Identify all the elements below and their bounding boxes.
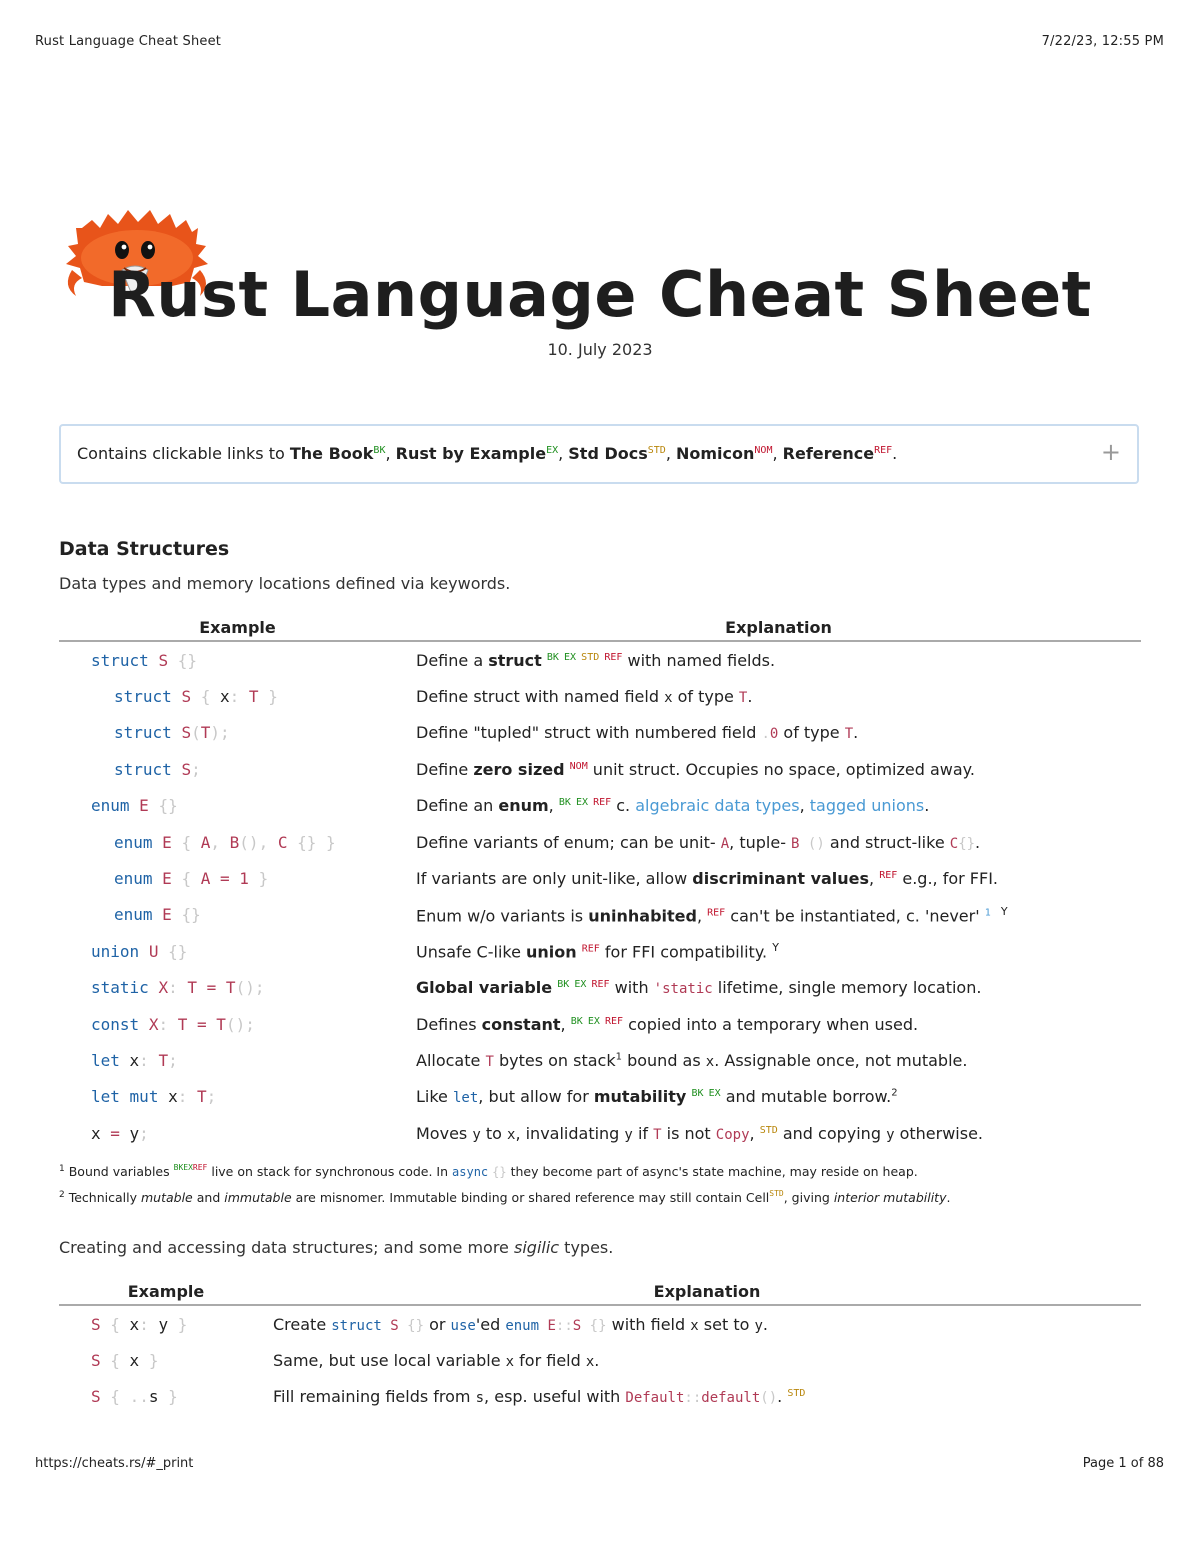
code-example: struct S; [114,759,201,779]
table-row [59,715,1141,751]
code-example: union U {} [91,941,188,961]
table-row [59,1006,1141,1042]
code-example: enum E { A, B(), C {} } [114,832,336,852]
code-example: enum E { A = 1 } [114,869,269,889]
code-example: enum E {} [91,796,178,816]
code-example: S { ..s } [91,1387,178,1407]
explanation: Define "tupled" struct with numbered field .0 of type T. [416,723,859,743]
nom-tag: NOM [754,445,773,456]
table-row [59,1079,1141,1115]
explanation: Define struct with named field x of type T. [416,687,753,707]
code-example: x = y; [91,1123,149,1143]
explanation: Define zero sized $^{NOM}$ unit struct. Occupies no space, optimized away. [416,759,975,779]
column-header-example: Example [59,614,416,641]
code-example: enum E {} [114,905,201,925]
publish-date: 10. July 2023 [547,340,653,359]
explanation: Global variable $^{BK}$ $^{EX}$ $^{REF}$ with 'static lifetime, single memory location. [416,978,982,998]
ref-tag: REF [874,445,893,456]
table-row [59,1379,1141,1415]
page-title: Rust Language Cheat Sheet [108,258,1092,331]
footnote-2: $^2$ Technically mutable and immutable are misnomer. Immutable binding or shared reference may still contain Cell$^{STD}$, giving interior mutability. [59,1189,951,1205]
table-row [59,678,1141,714]
table-row [59,788,1141,824]
table-row [59,641,1141,678]
explanation: Allocate T bytes on stack$^1$ bound as x. Assignable once, not mutable. [416,1050,968,1070]
print-footer-url[interactable]: https://cheats.rs/#_print [35,1456,194,1471]
legend-prefix: Contains clickable links to [77,444,285,463]
footnotes [59,1157,950,1208]
table-row [59,1305,1141,1342]
nomicon-link[interactable]: Nomicon [676,444,755,463]
table-row [59,1115,1141,1151]
footnote-1: $^1$ Bound variables $^{BKEXREF}$ live on stack for synchronous code. In async {} they become part of async's state machine, may reside on heap. [59,1163,918,1179]
table-row [59,824,1141,860]
column-header-explanation: Explanation [416,614,1141,641]
algebraic-data-types-link[interactable]: algebraic data types [635,796,800,816]
section-intro: Data types and memory locations defined via keywords. [59,574,511,593]
bk-tag: BK [373,445,386,456]
code-example: S { x: y } [91,1314,188,1334]
code-example: static X: T = T(); [91,978,265,998]
section-title: Data Structures [59,538,230,560]
print-header-timestamp: 7/22/23, 12:55 PM [1041,34,1164,49]
code-example: const X: T = T(); [91,1014,255,1034]
std-tag: STD [647,445,666,456]
the-book-link[interactable]: The Book [289,444,374,463]
explanation: Enum w/o variants is uninhabited, $^{REF}$ can't be instantiated, c. 'never' $^1$ $^Y$ [416,904,1008,926]
explanation: Defines constant, $^{BK}$ $^{EX}$ $^{REF}$ copied into a temporary when used. [416,1014,919,1034]
explanation: Create struct S {} or use'ed enum E::S {} with field x set to y. [273,1314,768,1334]
explanation: If variants are only unit-like, allow discriminant values, $^{REF}$ e.g., for FFI. [416,869,999,889]
print-header-title: Rust Language Cheat Sheet [35,34,222,49]
explanation: Define an enum, $^{BK}$ $^{EX}$ $^{REF}$ c. algebraic data types, tagged unions. [416,796,930,816]
explanation: Define a struct $^{BK}$ $^{EX}$ $^{STD}$ $^{REF}$ with named fields. [416,650,776,670]
code-example: struct S {} [91,650,197,670]
section-intro-2: Creating and accessing data structures; and some more sigilic types. [59,1238,614,1257]
print-footer-page-number: Page 1 of 88 [1082,1456,1164,1471]
links-legend-text: Contains clickable links to The Book$^{BK}$, Rust by Example$^{EX}$, Std Docs$^{STD}$, Nomicon$^{NOM}$, Reference$^{REF}$. [77,444,898,463]
code-example: S { x } [91,1351,159,1371]
code-example: let mut x: T; [91,1087,217,1107]
ex-tag: EX [546,445,559,456]
explanation: Like let, but allow for mutability $^{BK}$ $^{EX}$ and mutable borrow.$^2$ [416,1087,898,1107]
explanation: Same, but use local variable x for field x. [273,1351,600,1371]
explanation: Define variants of enum; can be unit- A, tuple- B () and struct-like C{}. [416,832,981,852]
tagged-unions-link[interactable]: tagged unions [809,796,925,816]
column-header-example: Example [59,1278,273,1305]
data-structures-table [59,614,1141,1151]
code-example: let x: T; [91,1050,178,1070]
explanation: Moves y to x, invalidating y if T is not Copy, $^{STD}$ and copying y otherwise. [416,1123,984,1143]
code-example: struct S { x: T } [114,687,278,707]
expand-plus-icon[interactable]: + [1100,438,1121,466]
creating-structures-table [59,1278,1141,1415]
links-legend-box [59,424,1139,484]
rust-by-example-link[interactable]: Rust by Example [395,444,547,463]
table-row [59,1042,1141,1078]
column-header-explanation: Explanation [273,1278,1141,1305]
reference-link[interactable]: Reference [782,444,875,463]
table-row [59,860,1141,896]
table-row [59,897,1141,933]
explanation: Unsafe C-like union $^{REF}$ for FFI compatibility. $^Y$ [416,941,779,962]
table-row [59,1342,1141,1378]
code-example: struct S(T); [114,723,230,743]
table-row [59,933,1141,969]
table-row [59,751,1141,787]
std-docs-link[interactable]: Std Docs [568,444,648,463]
table-row [59,970,1141,1006]
explanation: Fill remaining fields from s, esp. useful with Default::default(). $^{STD}$ [273,1387,806,1407]
